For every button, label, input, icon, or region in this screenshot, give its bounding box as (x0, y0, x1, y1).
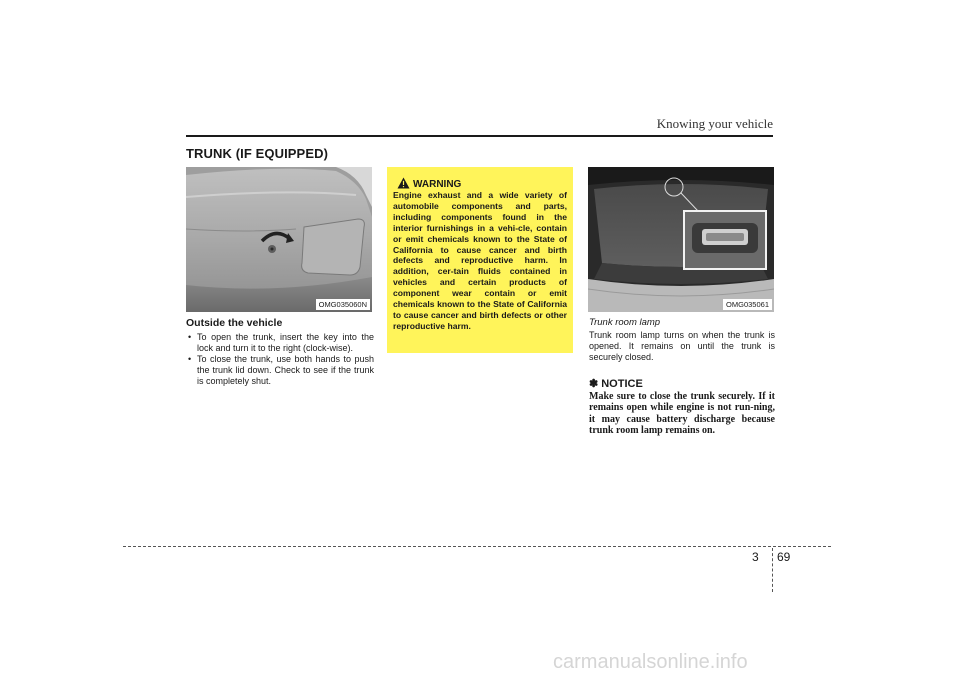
page-title: TRUNK (IF EQUIPPED) (186, 146, 329, 161)
header-rule (186, 135, 773, 137)
notice-title: NOTICE (601, 377, 643, 390)
outside-instructions (186, 332, 374, 387)
notice-header (589, 377, 643, 390)
notice-text: Make sure to close the trunk securely. If it remains open while engine is not run-ning, it may cause battery discharge because trunk room lamp remains on. (589, 391, 775, 437)
section-name: Knowing your vehicle (656, 116, 773, 131)
photo-caption: OMG035060N (316, 299, 370, 310)
page-number: 69 (777, 550, 791, 564)
trunk-interior-illustration (588, 167, 774, 312)
photo-caption: OMG035061 (723, 299, 772, 310)
outside-heading: Outside the vehicle (186, 317, 283, 329)
footer-rule (123, 546, 831, 547)
notice-star-icon: ✽ (589, 378, 599, 390)
trunk-interior-photo (588, 167, 774, 312)
warning-text: Engine exhaust and a wide variety of automobile components and parts, including components found in the interior furnishings in a vehi-cle, contain or emit chemicals known to the State of California to cause cancer and birth defects and reproductive harm. In addition, cer-tain fluids contained in vehicles and certain products of component wear contain or emit chemicals known to the State of California to cause cancer and birth defects or other reproductive harm. (393, 190, 567, 331)
trunk-lid-photo (186, 167, 372, 312)
list-item: • To close the trunk, use both hands to push the trunk lid down. Check to see if the trunk is completely shut. (188, 354, 374, 386)
list-item: • To open the trunk, insert the key into the lock and turn it to the right (clock-wise). (188, 332, 374, 353)
trunk-lid-illustration (186, 167, 372, 312)
warning-triangle-icon (397, 177, 410, 189)
page-separator (772, 548, 773, 592)
bullet-icon: • (188, 354, 192, 364)
warning-title: WARNING (413, 179, 462, 190)
chapter-number: 3 (752, 550, 759, 564)
warning-box (387, 167, 573, 353)
warning-header (397, 175, 461, 190)
bullet-icon: • (188, 332, 192, 342)
watermark: carmanualsonline.info (553, 651, 748, 673)
lamp-text: Trunk room lamp turns on when the trunk is opened. It remains on until the trunk is securely closed. (589, 330, 775, 362)
lamp-heading: Trunk room lamp (589, 317, 661, 328)
